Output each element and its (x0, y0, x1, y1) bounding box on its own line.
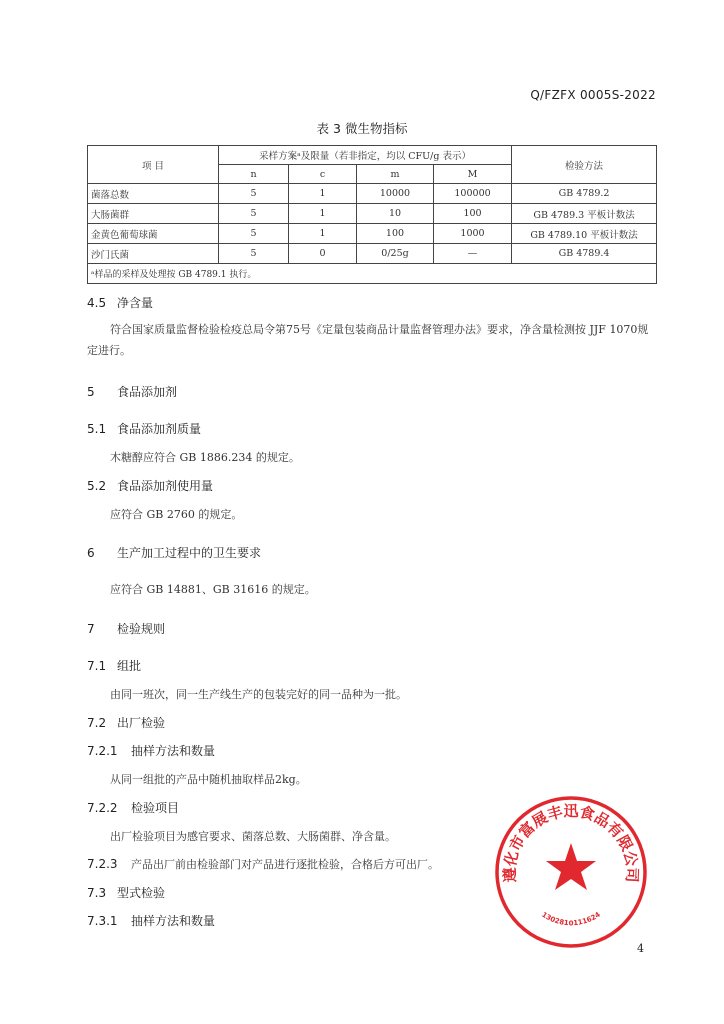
section-5-2-heading: 5.2 食品添加剂使用量 (87, 479, 214, 493)
row-M: 100 (434, 204, 512, 224)
table-row (88, 244, 657, 264)
section-5-2-text: 应符合 GB 2760 的规定。 (110, 508, 243, 521)
row-M: 100000 (434, 184, 512, 204)
row-c: 1 (289, 204, 357, 224)
section-7-2-1-heading: 7.2.1 抽样方法和数量 (87, 744, 216, 758)
col-header-item: 项 目 (88, 146, 219, 184)
row-n: 5 (219, 224, 289, 244)
row-M: — (434, 244, 512, 264)
section-6-text: 应符合 GB 14881、GB 31616 的规定。 (110, 583, 316, 596)
row-c: 1 (289, 184, 357, 204)
table-row (88, 224, 657, 244)
col-header-n: n (219, 165, 289, 184)
section-4-5-text: 符合国家质量监督检验检疫总局令第75号《定量包装商品计量监督管理办法》要求，净含量检测按 JJF 1070规定进行。 (87, 323, 649, 357)
table-row (88, 184, 657, 204)
row-n: 5 (219, 244, 289, 264)
page-number: 4 (637, 942, 644, 955)
table-row (88, 204, 657, 224)
section-5-heading: 5 食品添加剂 (87, 385, 178, 399)
row-m: 100 (357, 224, 434, 244)
section-7-2-2-heading: 7.2.2 检验项目 (87, 801, 180, 815)
microbial-table (87, 145, 657, 284)
row-m: 10000 (357, 184, 434, 204)
section-5-1-heading: 5.1 食品添加剂质量 (87, 422, 202, 436)
row-item: 大肠菌群 (88, 204, 219, 224)
section-6-heading: 6 生产加工过程中的卫生要求 (87, 546, 262, 560)
section-5-1-text: 木糖醇应符合 GB 1886.234 的规定。 (110, 451, 300, 464)
document-code: Q/FZFX 0005S-2022 (530, 88, 656, 102)
row-item: 金黄色葡萄球菌 (88, 224, 219, 244)
row-method: GB 4789.4 (512, 244, 657, 264)
section-7-3-1-heading: 7.3.1 抽样方法和数量 (87, 914, 216, 928)
col-header-method: 检验方法 (512, 146, 657, 184)
seal-code: 1302810111624 (540, 910, 602, 928)
section-7-2-2-text: 出厂检验项目为感官要求、菌落总数、大肠菌群、净含量。 (110, 830, 396, 843)
row-m: 0/25g (357, 244, 434, 264)
row-m: 10 (357, 204, 434, 224)
section-7-1-text: 由同一班次，同一生产线生产的包装完好的同一品种为一批。 (110, 688, 407, 701)
col-header-plan: 采样方案ᵃ及限量（若非指定，均以 CFU/g 表示） (219, 146, 512, 165)
row-method: GB 4789.10 平板计数法 (512, 224, 657, 244)
row-method: GB 4789.2 (512, 184, 657, 204)
seal-star-icon (546, 843, 596, 890)
section-7-2-1-text: 从同一组批的产品中随机抽取样品2kg。 (110, 773, 307, 786)
section-7-heading: 7 检验规则 (87, 622, 166, 636)
col-header-c: c (289, 165, 357, 184)
row-n: 5 (219, 204, 289, 224)
row-M: 1000 (434, 224, 512, 244)
section-7-1-heading: 7.1 组批 (87, 659, 142, 673)
row-item: 沙门氏菌 (88, 244, 219, 264)
row-method: GB 4789.3 平板计数法 (512, 204, 657, 224)
table-note: ᵃ样品的采样及处理按 GB 4789.1 执行。 (88, 264, 657, 284)
row-item: 菌落总数 (88, 184, 219, 204)
row-n: 5 (219, 184, 289, 204)
section-7-2-heading: 7.2 出厂检验 (87, 716, 166, 730)
section-7-3-heading: 7.3 型式检验 (87, 886, 166, 900)
section-7-2-3-paragraph: 7.2.3 产品出厂前由检验部门对产品进行逐批检验，合格后方可出厂。 (87, 857, 439, 871)
col-header-m: m (357, 165, 434, 184)
col-header-M: M (434, 165, 512, 184)
table-title: 表 3 微生物指标 (316, 121, 408, 136)
section-4-5-heading: 4.5 净含量 (87, 296, 154, 310)
row-c: 0 (289, 244, 357, 264)
company-seal-stamp (492, 793, 650, 951)
row-c: 1 (289, 224, 357, 244)
seal-company-name: 遵化市富展丰迅食品有限公司 (500, 802, 642, 883)
